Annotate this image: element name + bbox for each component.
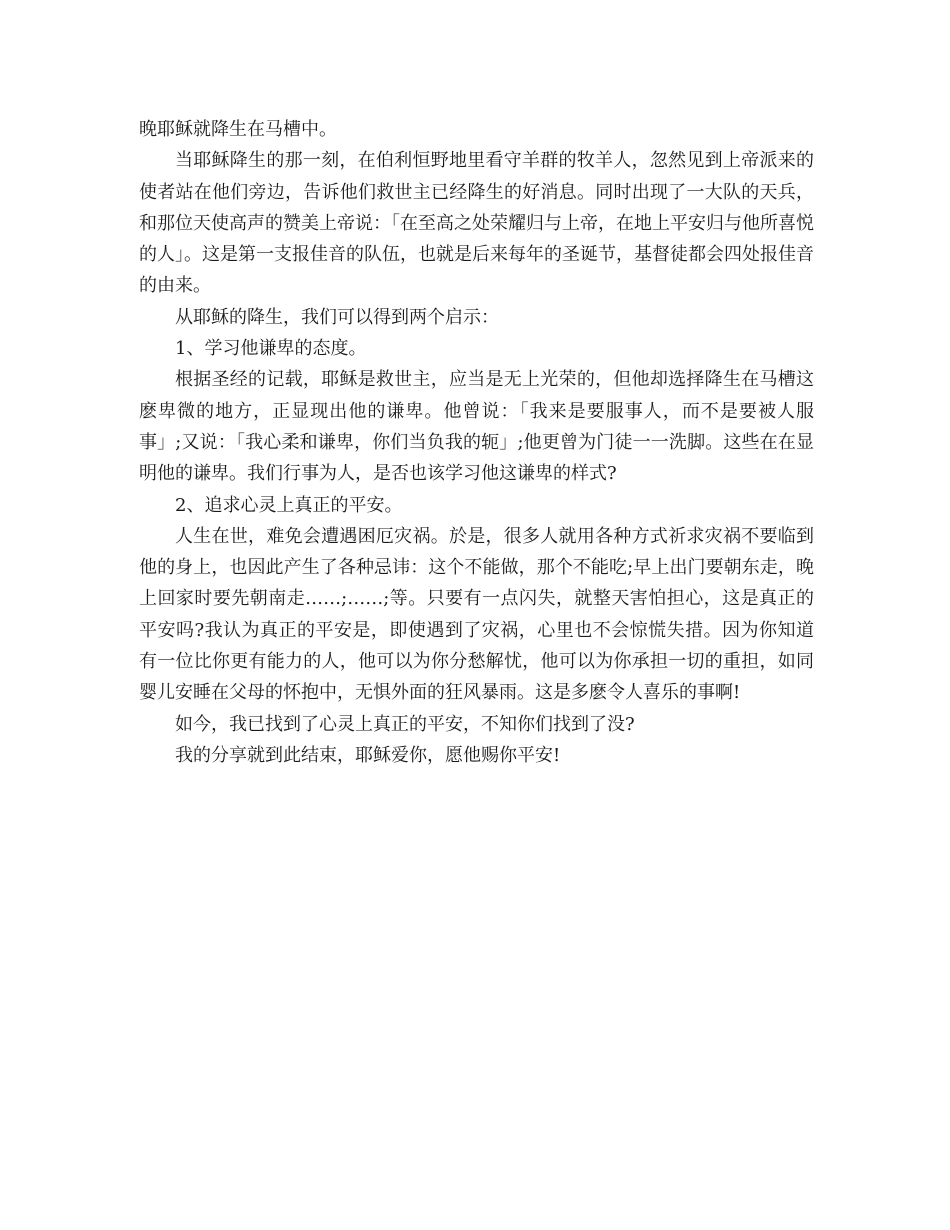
paragraph-found-peace: 如今，我已找到了心灵上真正的平安，不知你们找到了没? [175, 713, 635, 735]
paragraph-shepherds: 当耶稣降生的那一刻，在伯利恒野地里看守羊群的牧羊人，忽然见到上帝派来的使者站在他们旁边，告诉他们救世主已经降生的好消息。同时出现了一大队的天兵，和那位天使高声的赞美上帝说：「在至高之处荣耀归与上帝，在地上平安归与他所喜悦的人」。这是第一支报佳音的队伍，也就是后来每年的圣诞节，基督徒都会四处报佳音的由来。 [139, 150, 814, 297]
heading-true-peace: 2、追求心灵上真正的平安。 [175, 494, 403, 516]
paragraph-humility: 根据圣经的记载，耶稣是救世主，应当是无上光荣的，但他却选择降生在马槽这麽卑微的地方，正显现出他的谦卑。他曾说：「我来是要服事人，而不是要被人服事」;又说：「我心柔和谦卑，你们当负我的轭」;他更曾为门徒一一洗脚。这些在在显明他的谦卑。我们行事为人，是否也该学习他这谦卑的样式? [139, 369, 814, 485]
heading-humility: 1、学习他谦卑的态度。 [175, 338, 367, 360]
paragraph-continuation: 晚耶稣就降生在马槽中。 [139, 119, 337, 140]
paragraph-closing: 我的分享就到此结束，耶稣爱你，愿他赐你平安! [175, 744, 561, 766]
paragraph-two-lessons-intro: 从耶稣的降生，我们可以得到两个启示： [175, 306, 499, 328]
paragraph-true-peace: 人生在世，难免会遭遇困厄灾祸。於是，很多人就用各种方式祈求灾祸不要临到他的身上，也因此产生了各种忌讳：这个不能做，那个不能吃;早上出门要朝东走，晚上回家时要先朝南走……;……;等。只要有一点闪失，就整天害怕担心，这是真正的平安吗?我认为真正的平安是，即使遇到了灾祸，心里也不会惊慌失措。因为你知道有一位比你更有能力的人，他可以为你分愁解忧，他可以为你承担一切的重担，如同婴儿安睡在父母的怀抱中，无惧外面的狂风暴雨。这是多麽令人喜乐的事啊! [139, 525, 814, 704]
document-body [139, 114, 814, 771]
